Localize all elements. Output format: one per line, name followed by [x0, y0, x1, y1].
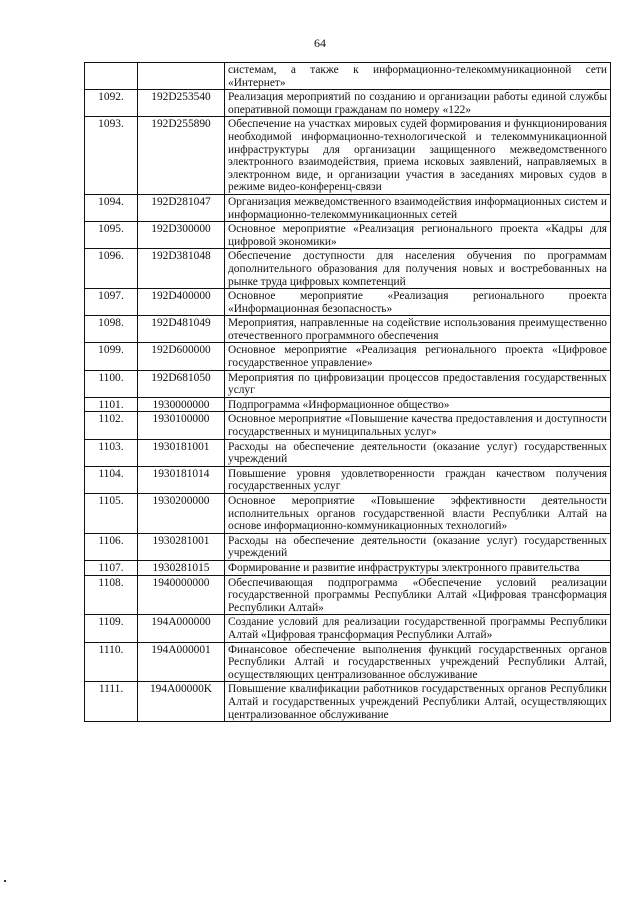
- row-code: 192D600000: [138, 343, 225, 370]
- row-name: Подпрограмма «Информационное общество»: [225, 397, 611, 412]
- row-number: 1103.: [85, 439, 138, 466]
- row-code: 194A000000: [138, 615, 225, 642]
- row-name: Повышение уровня удовлетворенности граждан качеством получения государственных услуг: [225, 466, 611, 493]
- row-code: 1930100000: [138, 412, 225, 439]
- row-code: 1930200000: [138, 494, 225, 534]
- page-number: 64: [314, 36, 326, 50]
- row-code: 1930281015: [138, 560, 225, 575]
- scan-edge-mark: [4, 880, 6, 882]
- row-number: 1104.: [85, 466, 138, 493]
- table-row: [85, 560, 611, 575]
- table-row: [85, 370, 611, 397]
- row-number: 1092.: [85, 90, 138, 117]
- table-row: [85, 117, 611, 195]
- table-row: [85, 575, 611, 615]
- row-number: 1109.: [85, 615, 138, 642]
- row-number: 1106.: [85, 533, 138, 560]
- budget-code-table: [84, 62, 611, 722]
- row-number: 1111.: [85, 682, 138, 722]
- table-row: [85, 533, 611, 560]
- row-name: Обеспечение доступности для населения обучения по программам дополнительного образования для получения новых и востребованных на рынке труда цифровых компетенций: [225, 249, 611, 289]
- row-code: 1930281001: [138, 533, 225, 560]
- row-name: Основное мероприятие «Повышение качества предоставления и доступности государственных и муниципальных услуг»: [225, 412, 611, 439]
- row-name: Основное мероприятие «Реализация регионального проекта «Кадры для цифровой экономики»: [225, 222, 611, 249]
- table-row: [85, 90, 611, 117]
- row-number: 1098.: [85, 316, 138, 343]
- row-name: Основное мероприятие «Реализация регионального проекта «Цифровое государственное управление»: [225, 343, 611, 370]
- row-number: 1096.: [85, 249, 138, 289]
- row-code: 192D481049: [138, 316, 225, 343]
- table-row: [85, 249, 611, 289]
- row-number: 1094.: [85, 194, 138, 221]
- row-name: системам, а также к информационно-телекоммуникационной сети «Интернет»: [225, 63, 611, 90]
- row-code: 1930181001: [138, 439, 225, 466]
- row-code: 192D300000: [138, 222, 225, 249]
- table-row: [85, 642, 611, 682]
- table-row: [85, 194, 611, 221]
- table-row: [85, 494, 611, 534]
- row-number: 1093.: [85, 117, 138, 195]
- row-number: 1102.: [85, 412, 138, 439]
- row-name: Основное мероприятие «Реализация регионального проекта «Информационная безопасность»: [225, 289, 611, 316]
- table-row: [85, 615, 611, 642]
- row-name: Организация межведомственного взаимодействия информационных систем и информационно-телекоммуникационных сетей: [225, 194, 611, 221]
- row-number: 1099.: [85, 343, 138, 370]
- row-name: Создание условий для реализации государственной программы Республики Алтай «Цифровая трансформация Республики Алтай»: [225, 615, 611, 642]
- row-name: Мероприятия по цифровизации процессов предоставления государственных услуг: [225, 370, 611, 397]
- row-name: Обеспечивающая подпрограмма «Обеспечение условий реализации государственной программы Республики Алтай «Цифровая трансформация Республики Алтай»: [225, 575, 611, 615]
- row-code: 192D281047: [138, 194, 225, 221]
- row-name: Основное мероприятие «Повышение эффективности деятельности исполнительных органов государственной власти Республики Алтай на основе информационно-коммуникационных технологий»: [225, 494, 611, 534]
- row-number: 1097.: [85, 289, 138, 316]
- row-name: Формирование и развитие инфраструктуры электронного правительства: [225, 560, 611, 575]
- row-name: Реализация мероприятий по созданию и организации работы единой службы оперативной помощи гражданам по номеру «122»: [225, 90, 611, 117]
- row-code: 1930181014: [138, 466, 225, 493]
- row-code: 1940000000: [138, 575, 225, 615]
- row-code: 194A000001: [138, 642, 225, 682]
- table-row: [85, 466, 611, 493]
- table-row: [85, 289, 611, 316]
- row-name: Обеспечение на участках мировых судей формирования и функционирования необходимой информационно-технологической и телекоммуникационной инфраструктуры для организации защищенного межведомственного электронного взаимодействия, приема исковых заявлений, направляемых в электронном виде, и организации участия в заседаниях мировых судов в режиме видео-конференц-связи: [225, 117, 611, 195]
- row-code: 192D255890: [138, 117, 225, 195]
- row-number: 1101.: [85, 397, 138, 412]
- row-number: 1105.: [85, 494, 138, 534]
- row-number: 1110.: [85, 642, 138, 682]
- row-code: 194A00000K: [138, 682, 225, 722]
- row-name: Расходы на обеспечение деятельности (оказание услуг) государственных учреждений: [225, 533, 611, 560]
- row-code: 192D253540: [138, 90, 225, 117]
- row-number: 1107.: [85, 560, 138, 575]
- row-number: 1108.: [85, 575, 138, 615]
- table-row: [85, 316, 611, 343]
- row-number: 1095.: [85, 222, 138, 249]
- table-row: [85, 412, 611, 439]
- row-code: 1930000000: [138, 397, 225, 412]
- table-row: [85, 439, 611, 466]
- row-number: 1100.: [85, 370, 138, 397]
- row-number: [85, 63, 138, 90]
- table-row: [85, 397, 611, 412]
- row-name: Финансовое обеспечение выполнения функций государственных органов Республики Алтай и государственных учреждений Республики Алтай, осуществляющих централизованное обслуживание: [225, 642, 611, 682]
- table-row: [85, 682, 611, 722]
- row-name: Расходы на обеспечение деятельности (оказание услуг) государственных учреждений: [225, 439, 611, 466]
- row-code: [138, 63, 225, 90]
- row-code: 192D381048: [138, 249, 225, 289]
- table-row: [85, 63, 611, 90]
- table-row: [85, 222, 611, 249]
- table-row: [85, 343, 611, 370]
- row-name: Повышение квалификации работников государственных органов Республики Алтай и государственных учреждений Республики Алтай, осуществляющих централизованное обслуживание: [225, 682, 611, 722]
- row-name: Мероприятия, направленные на содействие использования преимущественно отечественного программного обеспечения: [225, 316, 611, 343]
- row-code: 192D400000: [138, 289, 225, 316]
- row-code: 192D681050: [138, 370, 225, 397]
- table-body: [85, 63, 611, 722]
